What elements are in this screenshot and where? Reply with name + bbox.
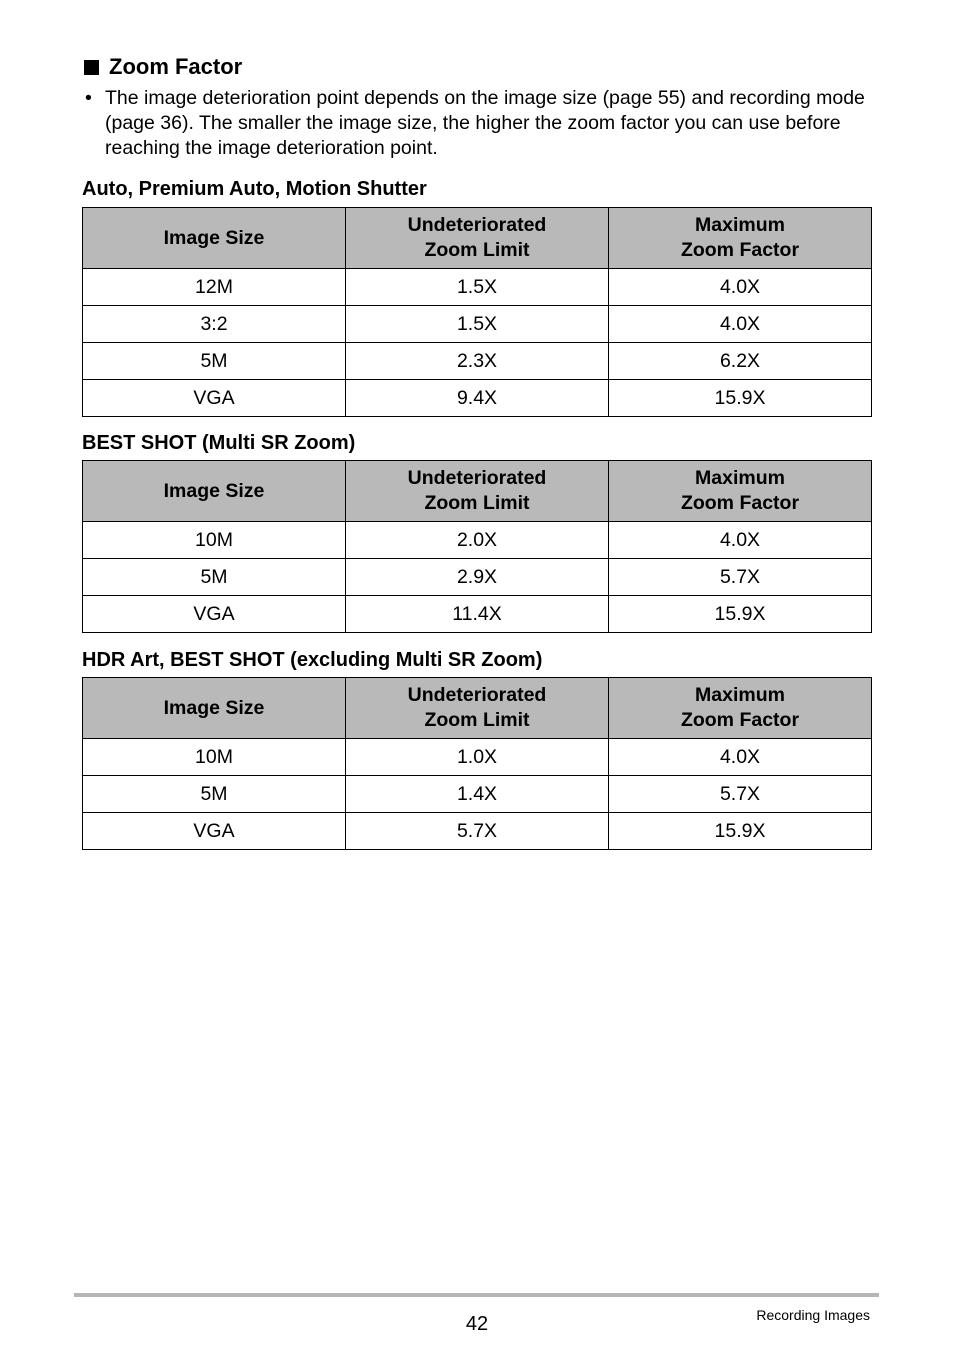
cell-image-size: 12M — [83, 269, 346, 306]
table-1-title: Auto, Premium Auto, Motion Shutter — [82, 178, 427, 200]
cell-image-size: 5M — [83, 343, 346, 380]
table-3-title: HDR Art, BEST SHOT (excluding Multi SR Zoom) — [82, 649, 543, 671]
zoom-table-auto — [82, 207, 872, 417]
cell-max-zoom: 15.9X — [609, 596, 872, 633]
section-title — [84, 52, 242, 82]
cell-zoom-limit: 5.7X — [346, 813, 609, 850]
table-row — [83, 739, 872, 776]
header-image-size: Image Size — [83, 461, 346, 522]
table-row — [83, 559, 872, 596]
cell-max-zoom: 5.7X — [609, 559, 872, 596]
cell-image-size: 5M — [83, 559, 346, 596]
header-undeteriorated-zoom-limit: Undeteriorated Zoom Limit — [346, 208, 609, 269]
cell-max-zoom: 4.0X — [609, 739, 872, 776]
cell-image-size: 5M — [83, 776, 346, 813]
table-2-title: BEST SHOT (Multi SR Zoom) — [82, 432, 356, 454]
cell-zoom-limit: 1.0X — [346, 739, 609, 776]
footer-chapter-label: Recording Images — [756, 1307, 870, 1323]
cell-zoom-limit: 1.5X — [346, 269, 609, 306]
cell-max-zoom: 4.0X — [609, 306, 872, 343]
black-square-icon — [84, 60, 99, 75]
table-header-row — [83, 461, 872, 522]
cell-zoom-limit: 1.4X — [346, 776, 609, 813]
table-header-row — [83, 678, 872, 739]
cell-zoom-limit: 9.4X — [346, 380, 609, 417]
footer-divider — [74, 1293, 879, 1297]
table-row — [83, 522, 872, 559]
bullet-dot-icon: • — [85, 87, 92, 109]
cell-zoom-limit: 2.0X — [346, 522, 609, 559]
table-row — [83, 813, 872, 850]
cell-max-zoom: 4.0X — [609, 522, 872, 559]
cell-image-size: VGA — [83, 380, 346, 417]
cell-image-size: VGA — [83, 596, 346, 633]
header-maximum-zoom-factor: Maximum Zoom Factor — [609, 208, 872, 269]
section-title-text: Zoom Factor — [109, 54, 243, 79]
cell-zoom-limit: 1.5X — [346, 306, 609, 343]
cell-zoom-limit: 2.3X — [346, 343, 609, 380]
bullet-note-text: The image deterioration point depends on the image size (page 55) and recording mode (page 36). The smaller the image size, the higher the zoom factor you can use before reaching the image deterioration point. — [105, 87, 865, 159]
table-row — [83, 306, 872, 343]
header-image-size: Image Size — [83, 678, 346, 739]
table-row — [83, 343, 872, 380]
cell-zoom-limit: 2.9X — [346, 559, 609, 596]
cell-max-zoom: 6.2X — [609, 343, 872, 380]
header-maximum-zoom-factor: Maximum Zoom Factor — [609, 461, 872, 522]
cell-image-size: VGA — [83, 813, 346, 850]
bullet-note — [84, 86, 884, 161]
page-number: 42 — [465, 1313, 489, 1335]
cell-image-size: 10M — [83, 739, 346, 776]
cell-max-zoom: 15.9X — [609, 813, 872, 850]
table-header-row — [83, 208, 872, 269]
header-image-size: Image Size — [83, 208, 346, 269]
table-row — [83, 380, 872, 417]
table-row — [83, 596, 872, 633]
table-row — [83, 269, 872, 306]
cell-image-size: 3:2 — [83, 306, 346, 343]
zoom-table-hdr-art — [82, 677, 872, 850]
header-undeteriorated-zoom-limit: Undeteriorated Zoom Limit — [346, 461, 609, 522]
cell-max-zoom: 15.9X — [609, 380, 872, 417]
header-maximum-zoom-factor: Maximum Zoom Factor — [609, 678, 872, 739]
cell-max-zoom: 5.7X — [609, 776, 872, 813]
cell-image-size: 10M — [83, 522, 346, 559]
header-undeteriorated-zoom-limit: Undeteriorated Zoom Limit — [346, 678, 609, 739]
cell-max-zoom: 4.0X — [609, 269, 872, 306]
cell-zoom-limit: 11.4X — [346, 596, 609, 633]
table-row — [83, 776, 872, 813]
zoom-table-multi-sr — [82, 460, 872, 633]
